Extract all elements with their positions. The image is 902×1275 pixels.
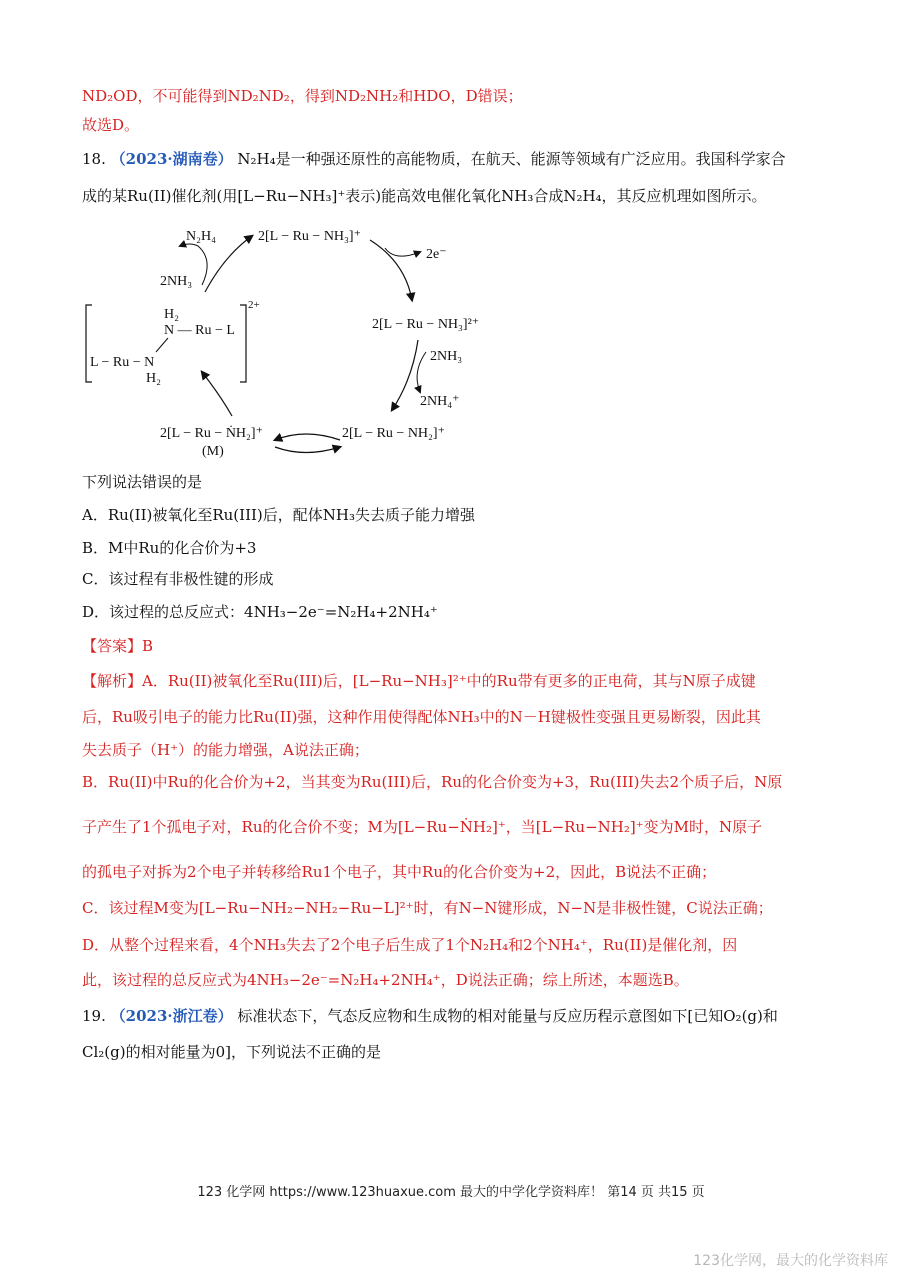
answer-line: 【答案】B bbox=[82, 637, 154, 655]
question-text: N₂H₄是一种强还原性的高能物质，在航天、能源等领域有广泛应用。我国科学家合 bbox=[237, 150, 786, 168]
analysis-line-4: B．Ru(II)中Ru的化合价为+2，当其变为Ru(III)后，Ru的化合价变为+3，Ru(III)失去2个质子后，N原 bbox=[82, 773, 783, 791]
question-18-line-2: 成的某Ru(II)催化剂(用[L−Ru−NH₃]⁺表示)能高效电催化氧化NH₃合成N₂H₄，其反应机理如图所示。 bbox=[82, 187, 767, 205]
label-2nh4: 2NH₄⁺ bbox=[420, 394, 460, 409]
analysis-line-1: 【解析】A．Ru(II)被氧化至Ru(III)后，[L−Ru−NH₃]²⁺中的Ru带有更多的正电荷，其与N原子成键 bbox=[82, 672, 756, 690]
label-n2h4: N₂H₄ bbox=[186, 229, 216, 244]
question-text: 标准状态下，气态反应物和生成物的相对能量与反应历程示意图如下[已知O₂(g)和 bbox=[237, 1007, 778, 1025]
dimer-n-ru-l: N — Ru − L bbox=[164, 323, 235, 338]
dimer-h2-top: H₂ bbox=[164, 307, 179, 322]
species-top: 2[L − Ru − NH₃]⁺ bbox=[258, 229, 361, 244]
question-number: 19. bbox=[82, 1007, 106, 1025]
label-2nh3-right: 2NH₃ bbox=[430, 349, 463, 364]
source-tag: （2023·浙江卷） bbox=[110, 1007, 233, 1025]
source-tag: （2023·湖南卷） bbox=[110, 150, 233, 168]
analysis-line-6: 的孤电子对拆为2个电子并转移给Ru1个电子，其中Ru的化合价变为+2，因此，B说法不正确； bbox=[82, 863, 717, 881]
question-19-line-1 bbox=[82, 1006, 778, 1026]
analysis-line-3: 失去质子（H⁺）的能力增强，A说法正确； bbox=[82, 741, 369, 759]
dimer-bracket-right bbox=[240, 305, 246, 382]
analysis-line-8: D．从整个过程来看，4个NH₃失去了2个电子后生成了1个N₂H₄和2个NH₄⁺，Ru(II)是催化剂，因 bbox=[82, 936, 738, 954]
prev-answer-line-2: 故选D。 bbox=[82, 116, 140, 134]
prev-answer-line-1: ND₂OD，不可能得到ND₂ND₂，得到ND₂NH₂和HDO，D错误； bbox=[82, 87, 523, 105]
label-2nh3-top: 2NH₃ bbox=[160, 274, 193, 289]
species-bottom-left: 2[L − Ru − ṄH₂]⁺ bbox=[160, 426, 263, 441]
question-number: 18. bbox=[82, 150, 106, 168]
dimer-h2-bottom: H₂ bbox=[146, 371, 161, 386]
dimer-bracket-left bbox=[86, 305, 92, 382]
page-footer: 123 化学网 https://www.123huaxue.com 最大的中学化学资料库！ 第14 页 共15 页 bbox=[197, 1185, 705, 1200]
option-c: C．该过程有非极性键的形成 bbox=[82, 570, 274, 588]
m-label: (M) bbox=[202, 444, 224, 459]
dimer-l-ru-n: L − Ru − N bbox=[90, 355, 155, 370]
option-d: D．该过程的总反应式：4NH₃−2e⁻=N₂H₄+2NH₄⁺ bbox=[82, 603, 438, 621]
dimer-n-n-bond bbox=[156, 338, 168, 352]
arrow-m-to-dimer bbox=[202, 372, 232, 416]
dimer-charge: 2+ bbox=[248, 299, 260, 311]
arrow-equilibrium-forward bbox=[275, 447, 340, 453]
option-b: B．M中Ru的化合价为+3 bbox=[82, 539, 257, 557]
analysis-line-2: 后，Ru吸引电子的能力比Ru(II)强，这种作用使得配体NH₃中的N－H键极性变强且更易断裂，因此其 bbox=[82, 708, 761, 726]
arrow-equilibrium-back bbox=[275, 434, 340, 440]
arrow-dimer-to-top bbox=[205, 236, 252, 292]
arrow-2nh4-out bbox=[417, 352, 426, 392]
watermark: 123化学网，最大的化学资料库 bbox=[693, 1253, 888, 1269]
arrow-right-to-bottom bbox=[392, 340, 418, 410]
species-right: 2[L − Ru − NH₃]²⁺ bbox=[372, 317, 480, 332]
label-2e: 2e⁻ bbox=[426, 247, 447, 262]
arrow-top-to-right bbox=[370, 240, 412, 300]
analysis-line-9: 此，该过程的总反应式为4NH₃−2e⁻=N₂H₄+2NH₄⁺，D说法正确；综上所述，本题选B。 bbox=[82, 971, 689, 989]
question-stem: 下列说法错误的是 bbox=[82, 473, 203, 491]
option-a: A．Ru(II)被氧化至Ru(III)后，配体NH₃失去质子能力增强 bbox=[82, 506, 475, 524]
arrow-2e-out bbox=[385, 248, 420, 256]
analysis-line-7: C．该过程M变为[L−Ru−NH₂−NH₂−Ru−L]²⁺时，有N−N键形成，N−N是非极性键，C说法正确； bbox=[82, 899, 773, 917]
species-bottom-right: 2[L − Ru − NH₂]⁺ bbox=[342, 426, 445, 441]
question-19-line-2: Cl₂(g)的相对能量为0]，下列说法不正确的是 bbox=[82, 1043, 381, 1061]
analysis-line-5: 子产生了1个孤电子对，Ru的化合价不变；M为[L−Ru−ṄH₂]⁺，当[L−Ru−NH₂]⁺变为M时，N原子 bbox=[82, 818, 763, 836]
